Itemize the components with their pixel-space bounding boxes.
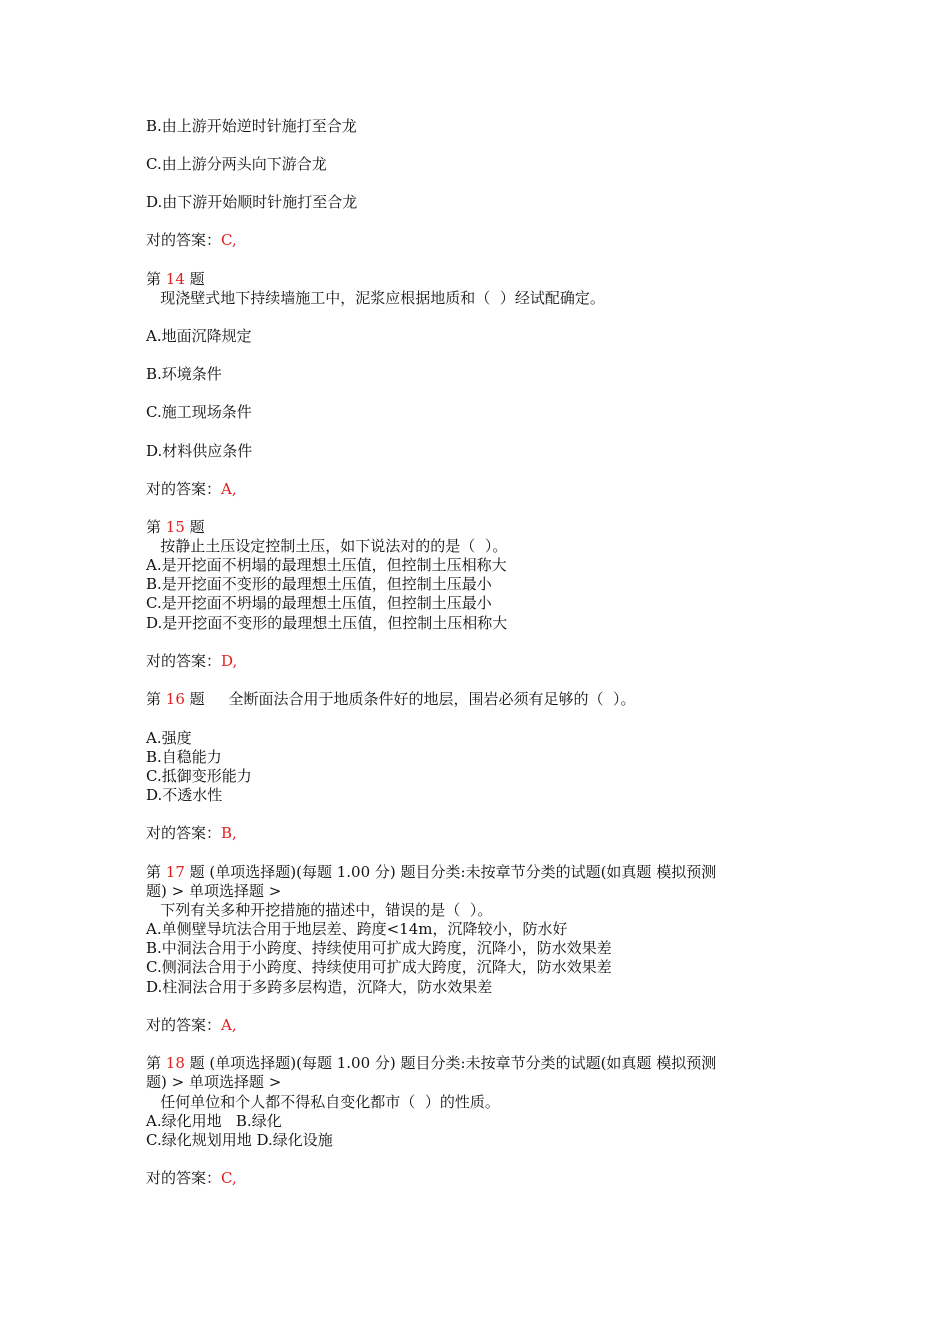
q15-option-a: A.是开挖面不枂塌的最理想土压值，但控制土压相称大 [146, 556, 507, 574]
q13-option-c: C.由上游分两头向下游合龙 [146, 155, 327, 173]
question-suffix: 题 [184, 690, 205, 708]
q18-stem: 任何单位和个人都不得私自变化都市（ ）的性质。 [146, 1093, 500, 1111]
q16-header [146, 690, 636, 709]
q14-stem: 现浇壁式地下持续墙施工中，泥浆应根据地质和（ ）经试配确定。 [146, 289, 605, 307]
question-number: 18 [165, 1054, 185, 1072]
q18-answer-line [146, 1169, 237, 1188]
q18-header-line2: 题) > 单项选择题 > [146, 1073, 282, 1091]
question-suffix: 题 (单项选择题)(每题 1.00 分) 题目分类:未按章节分类的试题(如真题 模拟预测 [184, 1054, 717, 1072]
question-prefix: 第 [146, 1054, 166, 1072]
q13-answer-line [146, 231, 237, 250]
question-prefix: 第 [146, 518, 166, 536]
answer-value: B, [221, 824, 237, 842]
question-prefix: 第 [146, 863, 166, 881]
q17-header-line2: 题) > 单项选择题 > [146, 882, 282, 900]
q13-option-d: D.由下游开始顺时针施打至合龙 [146, 193, 358, 211]
q17-header [146, 863, 716, 882]
question-suffix: 题 (单项选择题)(每题 1.00 分) 题目分类:未按章节分类的试题(如真题 模拟预测 [184, 863, 717, 881]
q15-answer-line [146, 652, 237, 671]
question-number: 17 [165, 863, 185, 881]
q16-stem: 全断面法合用于地质条件好的地层，围岩必须有足够的（ ）。 [204, 690, 636, 708]
answer-label: 对的答案： [146, 1016, 222, 1034]
q17-option-c: C.侧洞法合用于小跨度、持续使用可扩成大跨度，沉降大，防水效果差 [146, 958, 612, 976]
answer-value: A, [221, 1016, 237, 1034]
q18-options-cd: C.绿化规划用地 D.绿化设施 [146, 1131, 333, 1149]
answer-label: 对的答案： [146, 1169, 222, 1187]
q16-option-d: D.不透水性 [146, 786, 223, 804]
q17-option-b: B.中洞法合用于小跨度、持续使用可扩成大跨度，沉降小，防水效果差 [146, 939, 612, 957]
q15-stem: 按静止土压设定控制土压，如下说法对的的是（ ）。 [146, 537, 508, 555]
question-number: 16 [165, 690, 185, 708]
q16-answer-line [146, 824, 237, 843]
answer-value: D, [221, 652, 238, 670]
q17-option-d: D.柱洞法合用于多跨多层构造，沉降大，防水效果差 [146, 978, 493, 996]
question-prefix: 第 [146, 690, 166, 708]
q18-header [146, 1054, 716, 1073]
q14-option-c: C.施工现场条件 [146, 403, 252, 421]
answer-value: A, [221, 480, 237, 498]
answer-label: 对的答案： [146, 652, 222, 670]
q16-option-b: B.自稳能力 [146, 748, 222, 766]
question-prefix: 第 [146, 270, 166, 288]
answer-value: C, [221, 1169, 237, 1187]
q15-option-d: D.是开挖面不变形的最理想土压值，但控制土压相称大 [146, 614, 508, 632]
question-suffix: 题 [184, 518, 205, 536]
answer-label: 对的答案： [146, 480, 222, 498]
question-number: 14 [165, 270, 185, 288]
q14-header [146, 270, 205, 289]
q15-header [146, 518, 205, 537]
answer-value: C, [221, 231, 237, 249]
q17-option-a: A.单侧壁导坑法合用于地层差、跨度<14m，沉降较小，防水好 [146, 920, 568, 938]
q15-option-c: C.是开挖面不坍塌的最理想土压值，但控制土压最小 [146, 594, 492, 612]
q13-option-b: B.由上游开始逆时针施打至合龙 [146, 117, 357, 135]
question-suffix: 题 [184, 270, 205, 288]
q18-options-ab: A.绿化用地 B.绿化 [146, 1112, 282, 1130]
q17-answer-line [146, 1016, 237, 1035]
q14-option-a: A.地面沉降规定 [146, 327, 252, 345]
q17-stem: 下列有关多种开挖措施的描述中，错误的是（ ）。 [146, 901, 493, 919]
q14-answer-line [146, 480, 237, 499]
q16-option-c: C.抵御变形能力 [146, 767, 252, 785]
answer-label: 对的答案： [146, 824, 222, 842]
question-number: 15 [165, 518, 185, 536]
q15-option-b: B.是开挖面不变形的最理想土压值，但控制土压最小 [146, 575, 492, 593]
q14-option-d: D.材料供应条件 [146, 442, 253, 460]
q16-option-a: A.强度 [146, 729, 192, 747]
answer-label: 对的答案： [146, 231, 222, 249]
q14-option-b: B.环境条件 [146, 365, 222, 383]
